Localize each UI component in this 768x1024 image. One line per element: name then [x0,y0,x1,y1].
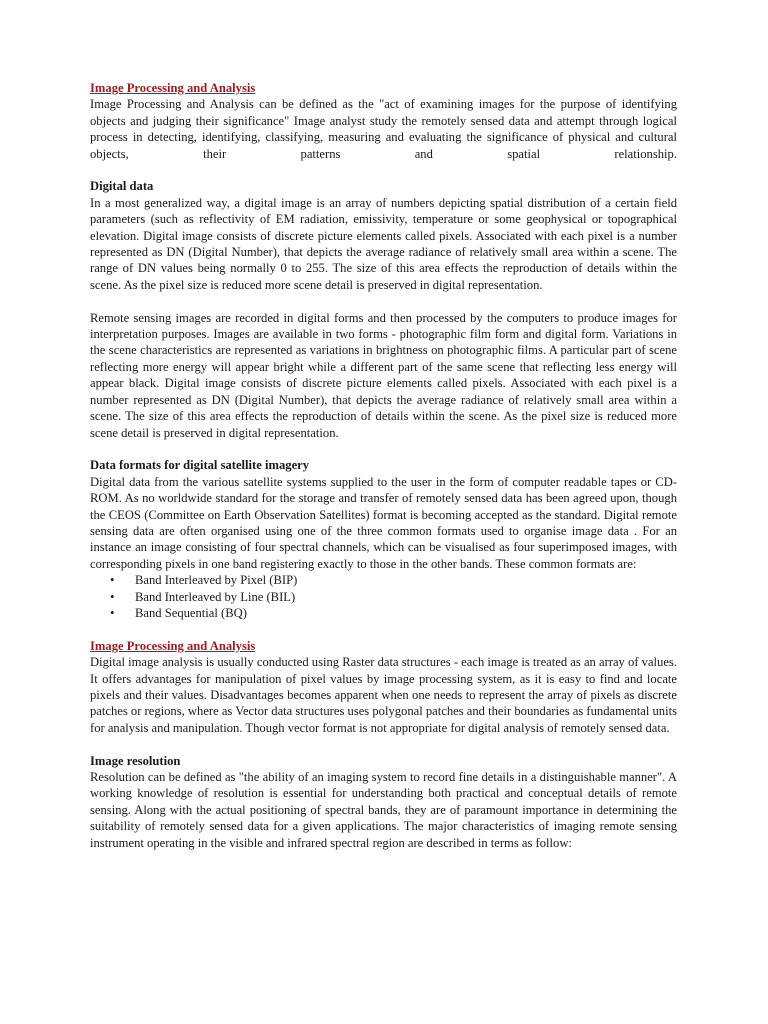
section-data-formats [90,457,677,621]
list-item: • Band Sequential (BQ) [110,605,247,620]
paragraph: Digital data from the various satellite systems supplied to the user in the form of computer readable tapes or CD-ROM. As no worldwide standard for the storage and transfer of remotely sensed data has been agreed upon, though the CEOS (Committee on Earth Observation Satellites) format is becoming accepted as the standard. Digital remote sensing data are often organised using one of the three common formats used to organise image data . For an instance an image consisting of four spectral channels, which can be visualised as four superimposed images, with corresponding pixels in one band registering exactly to those in the other bands. These common formats are: [90,474,677,571]
paragraph: In a most generalized way, a digital image is an array of numbers depicting spatial distribution of a certain field parameters (such as reflectivity of EM radiation, emissivity, temperature or some geophysical or topographical elevation. Digital image consists of discrete picture elements called pixels. Associated with each pixel is a number represented as DN (Digital Number), that depicts the average radiance of relatively small area within a scene. The range of DN values being normally 0 to 255. The size of this area effects the reproduction of details within the scene. As the pixel size is reduced more scene detail is preserved in digital representation. [90,195,677,292]
list-item: • Band Interleaved by Line (BIL) [110,589,296,604]
bullet-icon: • [110,589,115,604]
bullet-icon: • [110,573,115,588]
section-heading: Image resolution [90,753,181,768]
paragraph: Image Processing and Analysis can be defined as the "act of examining images for the purpose of identifying objects and judging their significance" Image analyst study the remotely sensed data and attempt through logical process in detecting, identifying, classifying, measuring and evaluating the significance of physical and cultural objects, their patterns and spatial relationship. [90,97,677,161]
section-heading: Data formats for digital satellite imagery [90,458,310,473]
paragraph: Digital image analysis is usually conducted using Raster data structures - each image is treated as an array of values. It offers advantages for manipulation of pixel values by image processing system, as it is easy to find and locate pixels and their values. Disadvantages becomes apparent when one needs to represent the array of pixels as discrete patches or regions, where as Vector data structures uses polygonal patches and their boundaries as fundamental units for analysis and manipulation. Though vector format is not appropriate for digital analysis of remotely sensed data. [90,655,677,735]
paragraph: Remote sensing images are recorded in digital forms and then processed by the computers to produce images for interpretation purposes. Images are available in two forms - photographic film form and digital form. Variations in the scene characteristics are represented as variations in brightness on photographic films. A particular part of scene reflecting more energy will appear bright while a different part of the same scene that reflecting less energy will appear black. Digital image consists of discrete picture elements called pixels. Associated with each pixel is a number represented as DN (Digital Number), that depicts the average radiance of relatively small area within a scene. The size of this area effects the reproduction of details within the scene. As the pixel size is reduced more scene detail is preserved in digital representation. [90,310,677,440]
section-image-resolution [90,753,677,851]
list-item: • Band Interleaved by Pixel (BIP) [110,573,298,588]
paragraph: Resolution can be defined as "the ability of an imaging system to record fine details in a distinguishable manner". A working knowledge of resolution is essential for understanding both practical and conceptual details of remote sensing. Along with the actual positioning of spectral bands, they are of paramount importance in determining the suitability of remotely sensed data for a given applications. The major characteristics of imaging remote sensing instrument operating in the visible and infrared spectral region are described in terms as follow: [90,769,677,850]
bullet-icon: • [110,605,115,620]
section-digital-data [90,178,677,440]
section-image-processing-intro [90,80,677,162]
section-heading: Digital data [90,179,154,194]
document-page [90,80,677,851]
section-heading: Image Processing and Analysis [90,81,256,95]
format-list [90,572,677,621]
section-image-processing-analysis [90,638,677,736]
section-heading: Image Processing and Analysis [90,638,256,653]
